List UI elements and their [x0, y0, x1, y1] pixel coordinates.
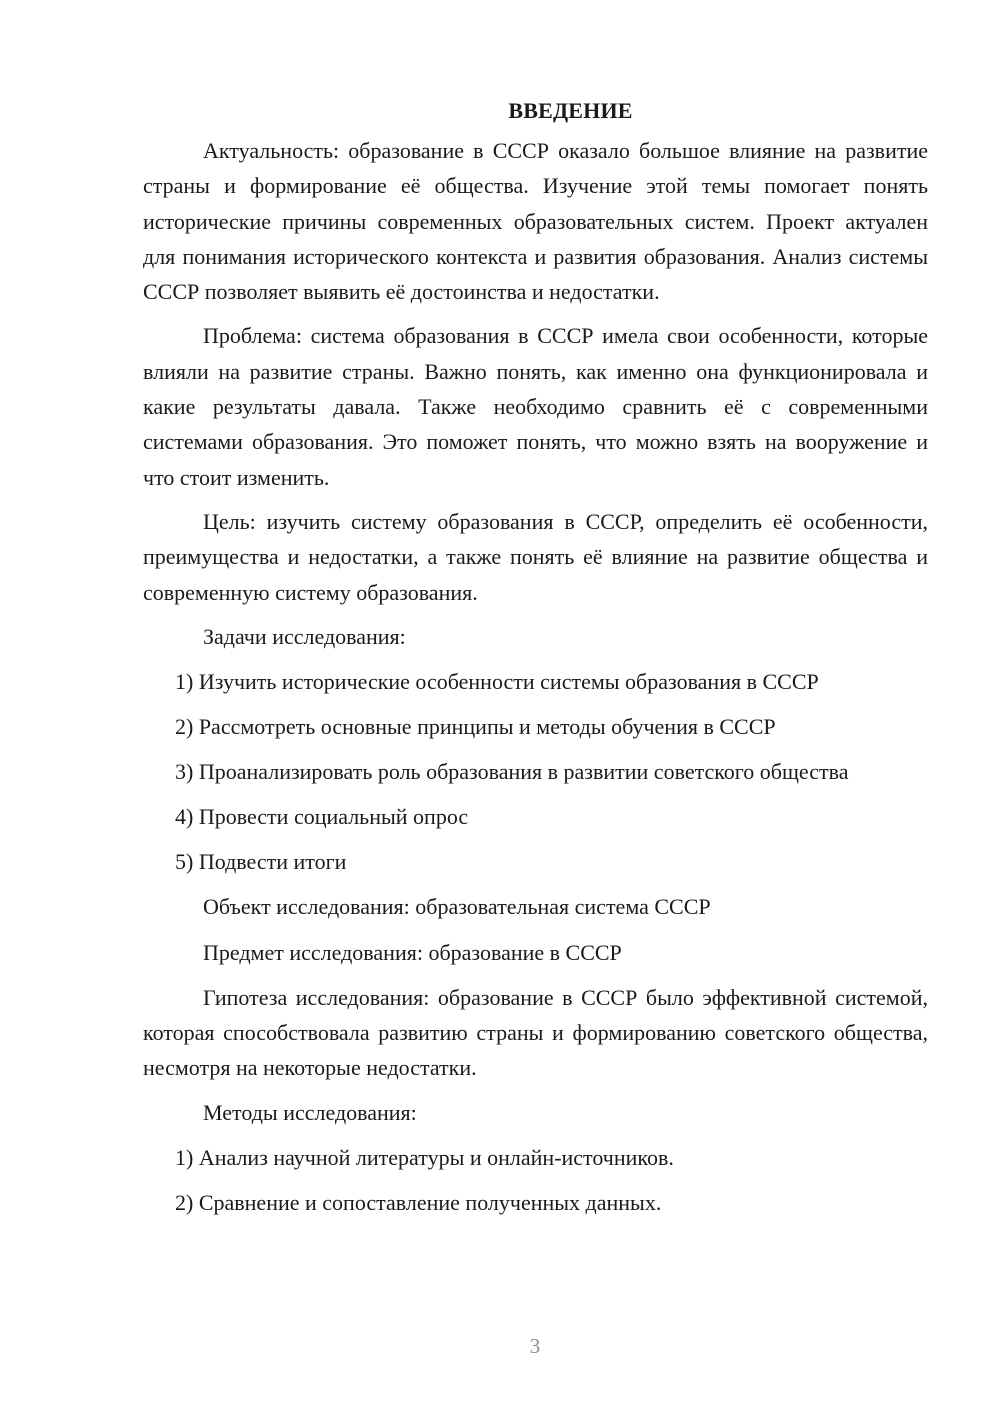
- method-item: 1) Анализ научной литературы и онлайн-источников.: [175, 1144, 674, 1170]
- goal-paragraph: Цель: изучить систему образования в СССР, определить её особенности, преимущества и недостатки, а также понять её влияние на развитие общества и современную систему образования.: [143, 508, 928, 605]
- document-page: [143, 94, 928, 1230]
- research-object: Объект исследования: образовательная система СССР: [203, 894, 711, 920]
- research-subject: Предмет исследования: образование в СССР: [203, 939, 622, 965]
- task-item: 5) Подвести итоги: [175, 849, 347, 875]
- task-item: 2) Рассмотреть основные принципы и методы обучения в СССР: [175, 714, 776, 740]
- method-item: 2) Сравнение и сопоставление полученных данных.: [175, 1189, 662, 1215]
- relevance-paragraph: Актуальность: образование в СССР оказало большое влияние на развитие страны и формирование её общества. Изучение этой темы помогает понять исторические причины современных образовательных систем. Проект актуален для понимания исторического контекста и развития образования. Анализ системы СССР позволяет выявить её достоинства и недостатки.: [143, 138, 928, 305]
- hypothesis-paragraph: Гипотеза исследования: образование в СССР было эффективной системой, которая способствовала развитию страны и формированию советского общества, несмотря на некоторые недостатки.: [143, 984, 928, 1081]
- task-item: 1) Изучить исторические особенности системы образования в СССР: [175, 668, 819, 694]
- methods-heading: Методы исследования:: [203, 1099, 417, 1125]
- task-item: 4) Провести социальный опрос: [175, 804, 469, 830]
- problem-paragraph: Проблема: система образования в СССР имела свои особенности, которые влияли на развитие страны. Важно понять, как именно она функционировала и какие результаты давала. Также необходимо сравнить её с современными системами образования. Это поможет понять, что можно взять на вооружение и что стоит изменить.: [143, 323, 928, 490]
- page-number: 3: [529, 1334, 541, 1358]
- tasks-heading: Задачи исследования:: [203, 623, 406, 649]
- task-item: 3) Проанализировать роль образования в развитии советского общества: [175, 759, 849, 785]
- page-title: ВВЕДЕНИЕ: [508, 98, 633, 123]
